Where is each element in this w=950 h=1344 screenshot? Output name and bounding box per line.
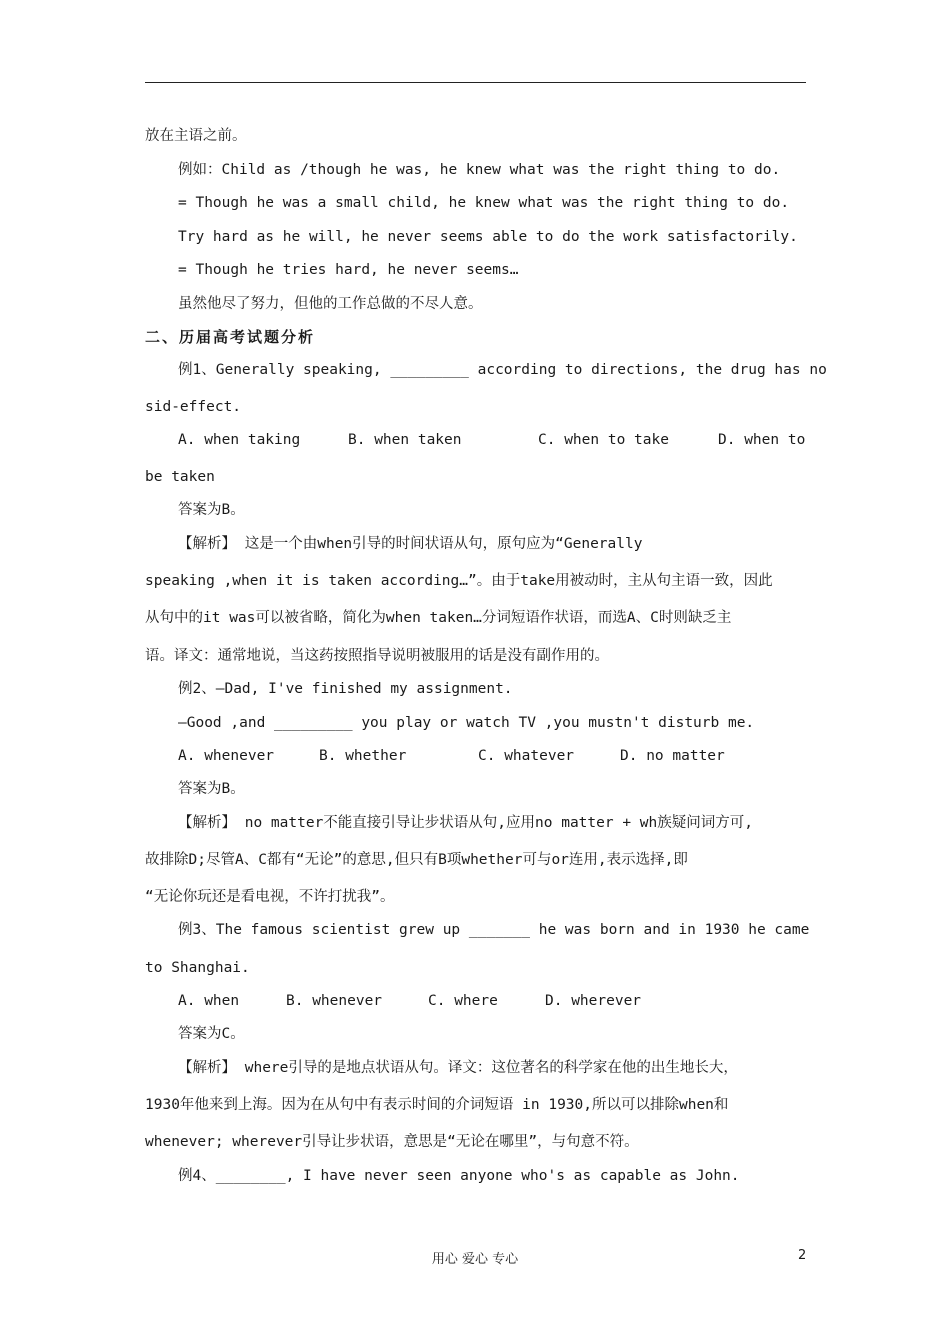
option-c: C. whatever xyxy=(478,748,575,764)
option-a: A. when taking xyxy=(178,432,301,448)
option-d: D. when to xyxy=(718,432,806,448)
option-b: B. when taken xyxy=(348,432,462,448)
text-line: 故排除D;尽管A、C都有“无论”的意思,但只有B项whether可与or连用,表示选择,即 xyxy=(145,852,688,868)
text-line: to Shanghai. xyxy=(145,960,250,976)
question-3: 例3、The famous scientist grew up _______ he was born and in 1930 he came xyxy=(178,922,810,938)
option-b: B. whether xyxy=(319,748,407,764)
answer: 答案为B。 xyxy=(178,502,245,518)
analysis: 【解析】 where引导的是地点状语从句。译文：这位著名的科学家在他的出生地长大， xyxy=(178,1060,738,1076)
text-line: speaking ,when it is taken according…”。由于take用被动时，主从句主语一致，因此 xyxy=(145,573,773,589)
option-c: C. where xyxy=(428,993,498,1009)
question-2: 例2、—Dad, I've finished my assignment. xyxy=(178,681,513,697)
option-d: D. wherever xyxy=(545,993,642,1009)
question-1: 例1、Generally speaking, _________ according to directions, the drug has no xyxy=(178,362,827,378)
footer-slogan: 用心 爱心 专心 xyxy=(431,1252,519,1267)
page-number: 2 xyxy=(798,1248,807,1263)
text-line: 放在主语之前。 xyxy=(145,128,247,144)
analysis: 【解析】 no matter不能直接引导让步状语从句,应用no matter + wh族疑问词方可, xyxy=(178,815,753,831)
text-line: = Though he was a small child, he knew what was the right thing to do. xyxy=(178,195,790,211)
text-line: = Though he tries hard, he never seems… xyxy=(178,262,519,278)
text-line: 语。译文：通常地说，当这药按照指导说明被服用的话是没有副作用的。 xyxy=(145,648,609,664)
text-line: Try hard as he will, he never seems able to do the work satisfactorily. xyxy=(178,229,798,245)
question-4: 例4、________, I have never seen anyone who's as capable as John. xyxy=(178,1168,740,1184)
option-c: C. when to take xyxy=(538,432,669,448)
text-line: be taken xyxy=(145,469,215,485)
text-line: 1930年他来到上海。因为在从句中有表示时间的介词短语 in 1930,所以可以排除when和 xyxy=(145,1097,729,1113)
answer: 答案为C。 xyxy=(178,1026,245,1042)
text-line: sid-effect. xyxy=(145,399,242,415)
option-a: A. when xyxy=(178,993,240,1009)
text-line: —Good ,and _________ you play or watch TV ,you mustn't disturb me. xyxy=(178,715,755,731)
option-a: A. whenever xyxy=(178,748,275,764)
answer: 答案为B。 xyxy=(178,781,245,797)
text-line: 从句中的it was可以被省略，简化为when taken…分词短语作状语，而选A、C时则缺乏主 xyxy=(145,610,732,626)
text-line: “无论你玩还是看电视，不许打扰我”。 xyxy=(145,889,395,905)
analysis: 【解析】 这是一个由when引导的时间状语从句，原句应为“Generally xyxy=(178,536,643,552)
text-line: whenever; wherever引导让步状语，意思是“无论在哪里”，与句意不符。 xyxy=(145,1134,639,1150)
header-rule xyxy=(145,82,806,83)
option-b: B. whenever xyxy=(286,993,383,1009)
text-line: 例如：Child as /though he was, he knew what was the right thing to do. xyxy=(178,162,781,178)
section-heading: 二、历届高考试题分析 xyxy=(145,328,316,346)
text-line: 虽然他尽了努力，但他的工作总做的不尽人意。 xyxy=(178,296,483,312)
option-d: D. no matter xyxy=(620,748,725,764)
